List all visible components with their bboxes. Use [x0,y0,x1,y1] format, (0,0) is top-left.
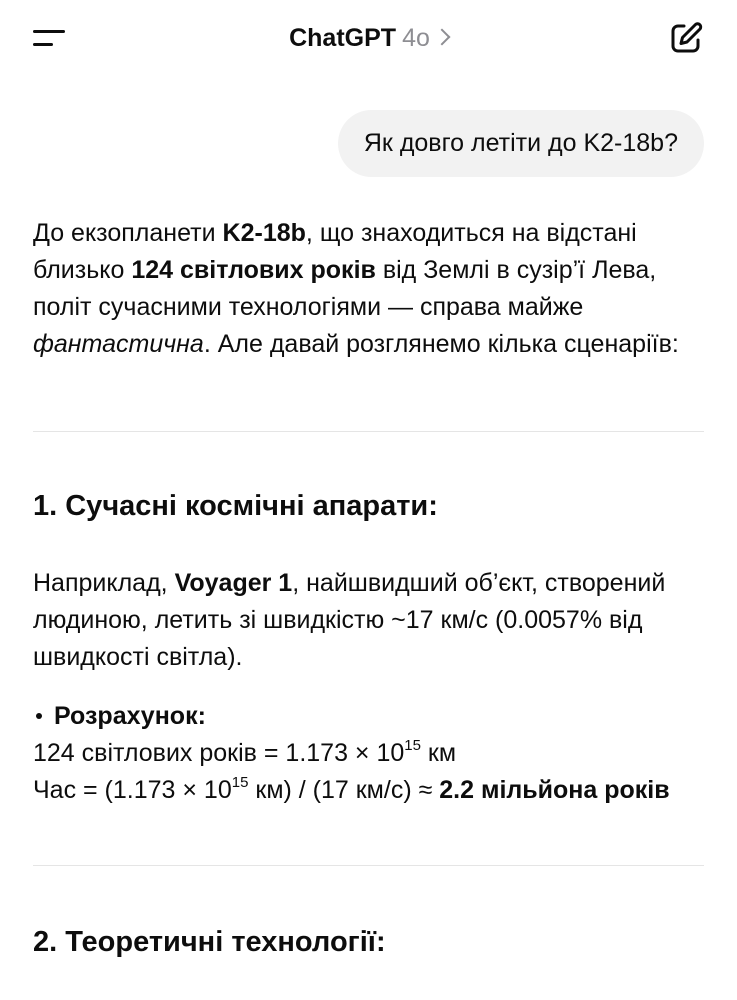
divider [33,431,704,432]
model-name: 4o [402,24,430,52]
user-message-bubble: Як довго летіти до K2-18b? [338,110,704,177]
chevron-right-icon [433,29,450,46]
section-heading: 2. Теоретичні технології: [33,926,386,958]
divider [33,865,704,866]
section-paragraph: Наприклад, Voyager 1, найшвидший об’єкт, створений людиною, летить зі швидкістю ~17 км/с (0.0057% від швидкості світла). [33,569,666,671]
bullet-icon [36,713,42,719]
calc-line: 124 світлових років = $1.173 \times 10^{15}$ км [33,736,457,767]
calculation-list-item [33,698,708,809]
assistant-message [33,215,708,962]
new-chat-icon[interactable] [668,20,704,56]
section-heading: 1. Сучасні космічні апарати: [33,490,438,522]
calc-label: Розрахунок: [54,702,206,730]
calc-line: Час = ($1.173 \times 10^{15}$ км) / (17 км/с) ≈ 2.2 мільйона років [33,773,670,804]
model-selector[interactable] [0,22,737,54]
app-title: ChatGPT [289,24,397,52]
top-bar [0,0,737,76]
intro-paragraph: До екзопланети K2-18b, що знаходиться на відстані близько 124 світлових років від Землі в сузір’ї Лева, політ сучасними технологіями — справа майже фантастична. Але давай розглянемо кілька сценаріїв: [33,219,679,358]
